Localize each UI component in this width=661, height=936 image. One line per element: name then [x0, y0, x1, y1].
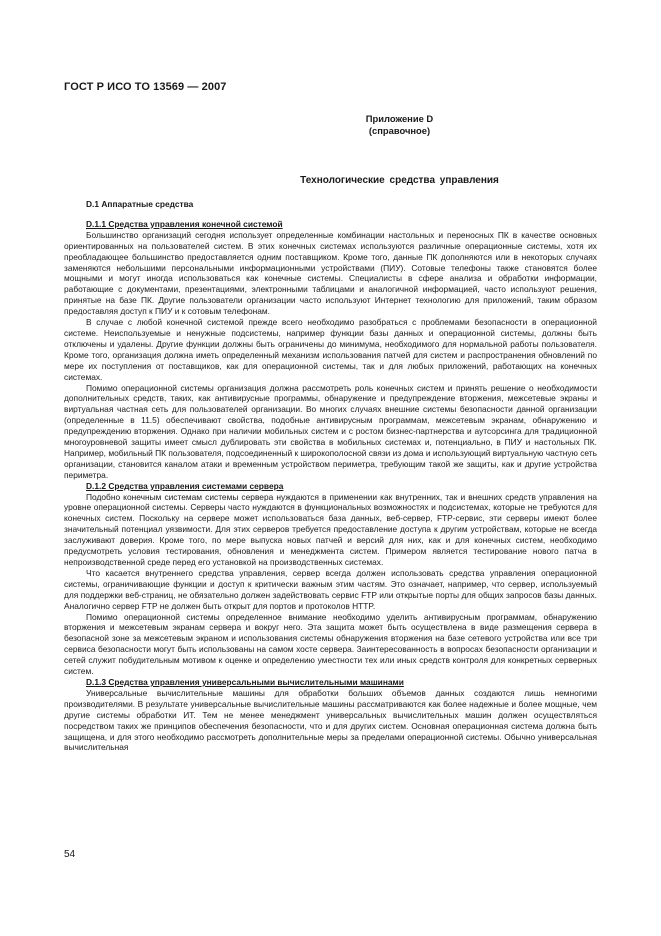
appendix-title: Приложение D: [365, 113, 434, 124]
section-heading-d1: D.1 Аппаратные средства: [86, 199, 194, 209]
paragraph: Универсальные вычислительные машины для обработки больших объемов данных создаются лишь немногими производителями. В результате универсальные вычислительные машины рассматриваются как более надежные и более мощные, чем другие системы обработки ИТ. Тем не менее менеджмент универсальных вычислительных машин должен осуществляться посредством таких же принципов обеспечения безопасности, что и для других систем. Основная операционная система должна быть защищена, и для этого необходимо рассмотреть дополнительные меры за пределами операционной системы. Обычно универсальная вычислительная: [64, 687, 597, 753]
standard-code-header: ГОСТ Р ИСО ТО 13569 — 2007: [64, 81, 227, 93]
paragraph: Подобно конечным системам системы сервера нуждаются в применении как внутренних, так и внешних средств управления на уровне операционной системы. Серверы часто нуждаются в функциональных возможностях и подсистемах, которые не требуются для конечных систем. Поскольку на сервере может использоваться база данных, веб-сервер, FTP-сервис, эти серверы имеют более значительный потенциал уязвимости. Для этих серверов требуется предоставление доступа к другим устройствам, которые не всегда заслуживают доверия. Кроме того, по мере выпуска новых патчей и версий для них, как и для конечных систем, необходимо предусмотреть условия тестирования, обновления и менеджмента систем. Примером является тестирование нового патча в непроизводственной среде перед его установкой на производственных системах.: [64, 491, 597, 567]
subsection-heading-d11: D.1.1 Средства управления конечной системой: [86, 218, 283, 229]
paragraph: Помимо операционной системы определенное внимание необходимо уделить антивирусным программам, обнаружению вторжения и межсетевым экранам сервера и вокруг него. Эта защита может быть осуществлена в виде размещения сервера в безопасной зоне за межсетевым экраном и использования системы обнаружения вторжения на базе сетевого устройства или все три сервиса безопасности могут быть использованы на самом хосте сервера. Заинтересованность в вопросах безопасности организации и сетей служит побудительным мотивом к оценке и определению уместности тех или иных средств контроля для конкретных серверных систем.: [64, 611, 597, 677]
paragraph: Большинство организаций сегодня использует определенные комбинации настольных и переносных ПК в качестве основных ориентированных на пользователей систем. В этих конечных системах используются различные операционные системы, хотя их преобладающее большинство предоставляется одним поставщиком. Кроме того, данные ПК дополняются или в некоторых случаях заменяются небольшими персональными информационными устройствами (ПИУ). Сотовые телефоны также становятся более мощными и могут иногда использоваться как конечные системы. Специалисты в сфере анализа и обработки информации, работающие с документами, презентациями, электронными таблицами и аналогичной информацией, часто используют решения, принятые на базе ПК. Другие пользователи организации часто используют Интернет технологию для приложений, таким образом предоставляя доступ к ПИУ и к сотовым телефонам.: [64, 229, 597, 317]
paragraph: В случае с любой конечной системой прежде всего необходимо разобраться с проблемами безопасности в операционной системе. Неиспользуемые и ненужные подсистемы, например функции базы данных и операционной системы, должны быть отключены и удалены. Другие функции должны быть ограничены до минимума, необходимого для нормальной работы пользователя. Кроме того, организация должна иметь определенный механизм использования патчей для систем и распространения обновлений по мере их поступления от поставщиков, как для операционной системы, так и для любых приложений, работающих на конечных системах.: [64, 317, 597, 382]
subsection-heading-d13: D.1.3 Средства управления универсальными вычислительными машинами: [86, 676, 404, 687]
page-title: Технологические средства управления: [300, 175, 499, 186]
document-body: [64, 199, 597, 753]
paragraph: Что касается внутреннего средства управления, сервер всегда должен использовать средства управления операционной системы, ограничивающие функции и доступ к критически важным этим частям. Это означает, например, что сервер, используемый для поддержки веб-страниц, не обязательно должен задействовать сервис FTP или открытые порты для общих запросов базы данных. Аналогично сервер FTP не должен быть открыт для портов и протоколов HTTP.: [64, 567, 597, 611]
appendix-subtitle: (справочное): [368, 125, 431, 136]
appendix-block: [0, 113, 661, 137]
page-number: 54: [64, 849, 76, 860]
paragraph: Помимо операционной системы организация должна рассмотреть роль конечных систем и принять решение о необходимости дополнительных средств, таких, как антивирусные программы, обнаружение и предупреждение вторжения, межсетевые экраны и виртуальная частная сеть для пользователей организации. Во многих случаях внешние системы безопасности данной организации (определенные в 11.5) обеспечивают свойства, подобные антивирусным программам, межсетевым экранам, обнаружению и предупреждению вторжения. Однако при наличии мобильных систем и с ростом бизнес-партнерства и аутсорсинга для традиционной многоуровневой защиты имеет смысл дублировать эти свойства в мобильных системах и, потенциально, в ПИУ и настольных ПК. Например, мобильный ПК пользователя, подсоединенный к широкополосной связи из дома и использующий виртуальную частную сеть организации, становится каналом атаки и временным устройством периметра, требующим такой же защиты, как и другие устройства периметра.: [64, 382, 597, 480]
subsection-heading-d12: D.1.2 Средства управления системами сервера: [86, 480, 284, 491]
